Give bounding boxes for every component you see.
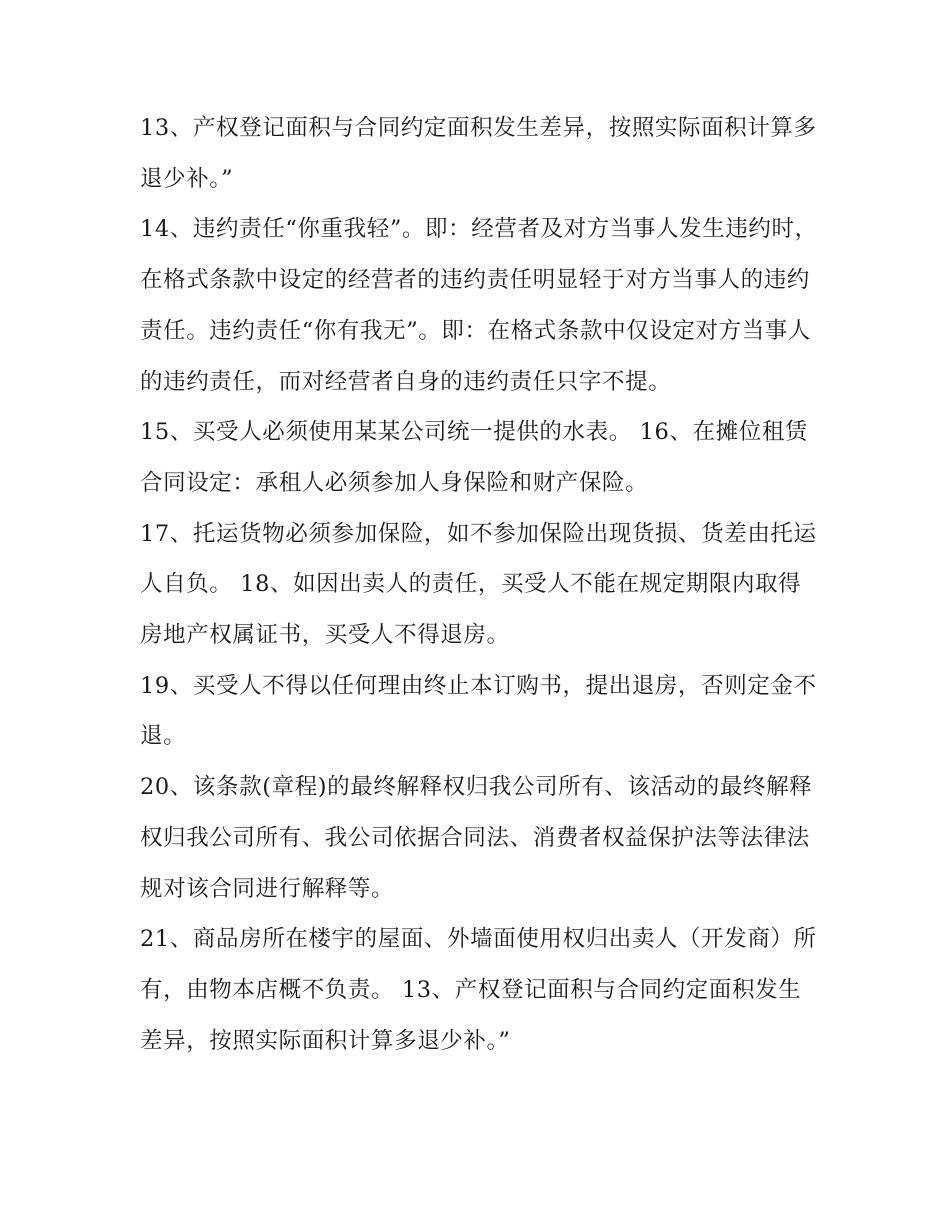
paragraph-19: 19、买受人不得以任何理由终止本订购书，提出退房，否则定金不退。 (140, 672, 817, 750)
paragraph-17-18: 17、托运货物必须参加保险，如不参加保险出现货损、货差由托运人自负。 18、如因出卖人的责任，买受人不能在规定期限内取得房地产权属证书，买受人不得退房。 (140, 520, 817, 649)
document-body (140, 103, 820, 1066)
paragraph-13: 13、产权登记面积与合同约定面积发生差异，按照实际面积计算多退少补。” (140, 115, 817, 192)
paragraph-15-16: 15、买受人必须使用某某公司统一提供的水表。 16、在摊位租赁合同设定：承租人必须参加人身保险和财产保险。 (140, 419, 809, 496)
paragraph-14: 14、违约责任“你重我轻”。即：经营者及对方当事人发生违约时，在格式条款中设定的经营者的违约责任明显轻于对方当事人的违约责任。违约责任“你有我无”。即：在格式条款中仅设定对方当事人的违约责任，而对经营者自身的违约责任只字不提。 (140, 216, 818, 395)
paragraph-20: 20、该条款(章程)的最终解释权归我公司所有、该活动的最终解释权归我公司所有、我公司依据合同法、消费者权益保护法等法律法规对该合同进行解释等。 (140, 774, 813, 902)
paragraph-21-13: 21、商品房所在楼宇的屋面、外墙面使用权归出卖人（开发商）所有，由物本店概不负责。 13、产权登记面积与合同约定面积发生差异，按照实际面积计算多退少补。” (140, 926, 817, 1054)
